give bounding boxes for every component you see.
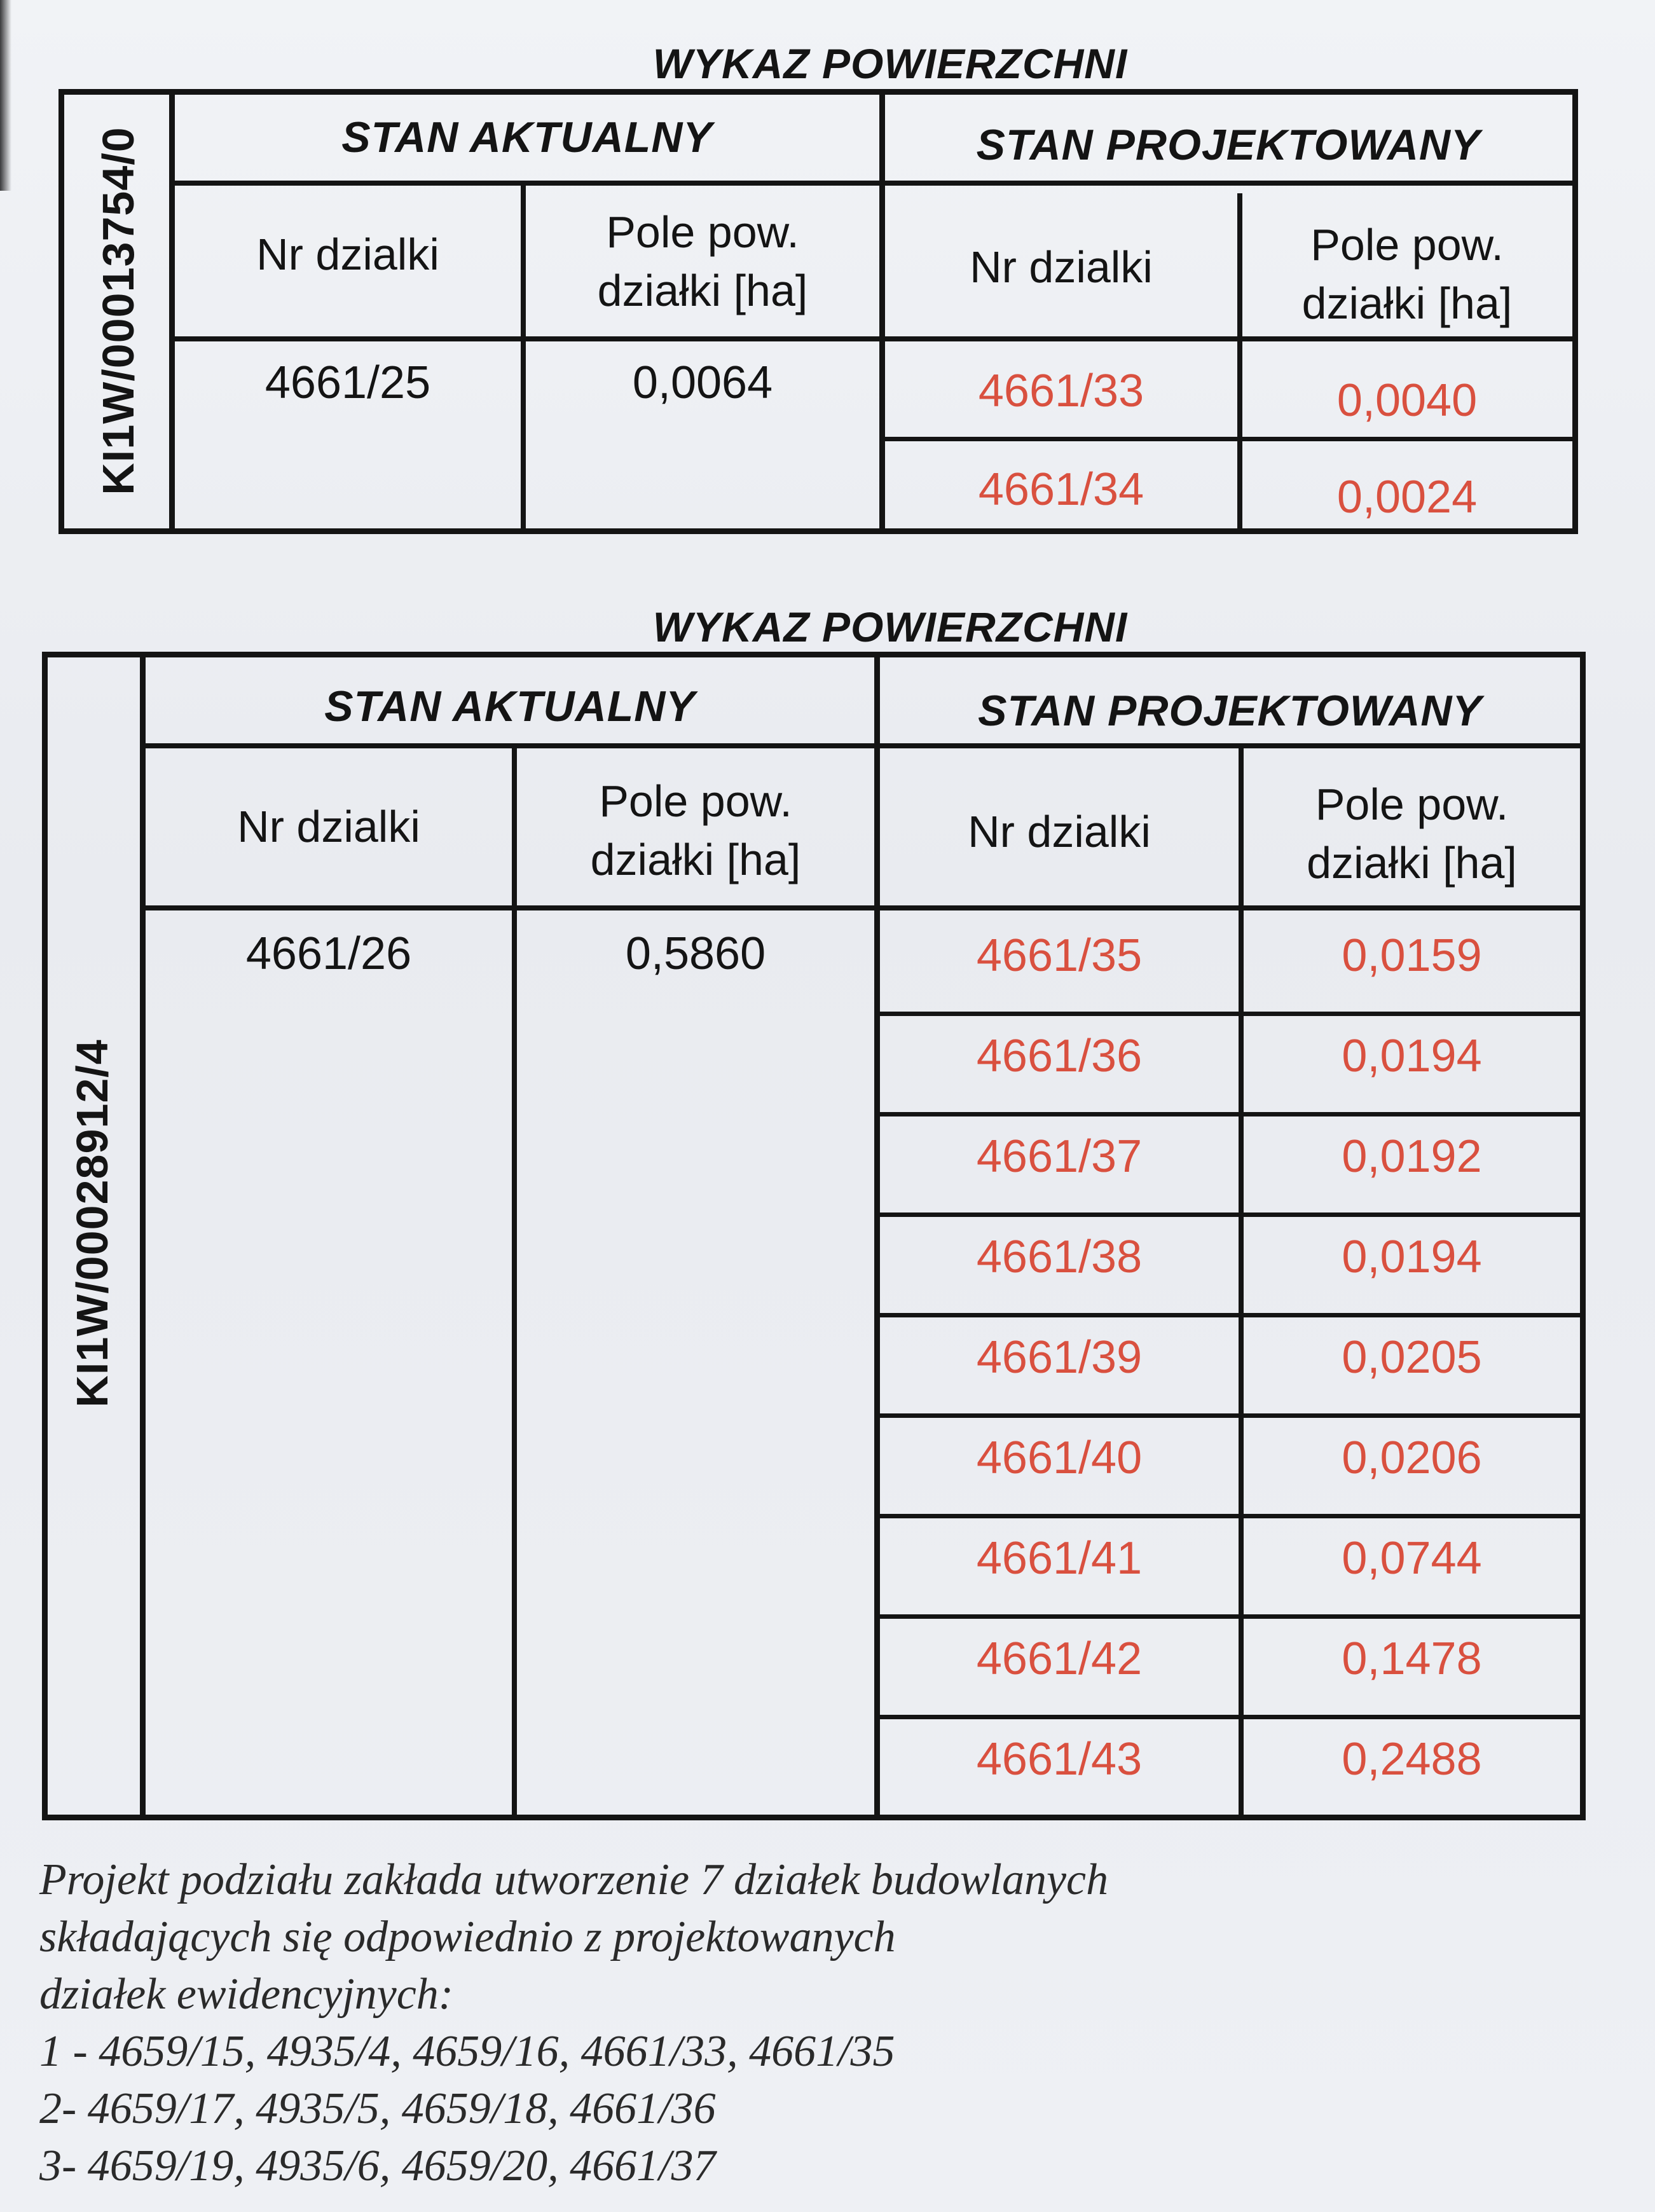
table2-header-line [140, 743, 1580, 748]
table2-projected-nr: 4661/37 [976, 1131, 1143, 1182]
table2-projected-area: 0,0744 [1342, 1533, 1482, 1584]
table1-side-divider [169, 95, 175, 528]
table2-projected-area: 0,0206 [1342, 1432, 1482, 1483]
table2-current-area-header [517, 772, 874, 889]
table1-projected-nr: 4661/33 [978, 366, 1144, 416]
subdivision-note [39, 1851, 1108, 2195]
table1-current-nr-header: Nr dzialki [256, 230, 439, 279]
table2-projected-area: 0,0194 [1342, 1232, 1482, 1282]
table1-current-divider [521, 181, 526, 528]
table2-title: WYKAZ POWIERZCHNI [652, 603, 1128, 650]
table2-projected-area: 0,0194 [1342, 1031, 1482, 1082]
area-header-line2: działki [ha] [1301, 278, 1513, 328]
table2-row-line [874, 1413, 1580, 1418]
area-header-line2: działki [ha] [1307, 838, 1517, 888]
table1-colhdr-line [169, 336, 1572, 341]
table1-title: WYKAZ POWIERZCHNI [652, 40, 1128, 87]
note-line: działek ewidencyjnych: [39, 1970, 454, 2019]
table2-projected-area-header [1244, 775, 1580, 892]
table2-row-line [874, 1614, 1580, 1619]
table1-row-line [879, 437, 1572, 441]
area-header-line1: Pole pow. [1310, 220, 1504, 270]
table1-projected-area-header [1242, 216, 1572, 333]
area-header-line2: działki [ha] [590, 835, 801, 884]
table2-projected-area: 0,2488 [1342, 1734, 1482, 1785]
table2-projected-area: 0,1478 [1342, 1633, 1482, 1684]
table2-projected-nr: 4661/43 [976, 1734, 1143, 1785]
table1-section-divider [879, 95, 885, 528]
table2-current-nr-header: Nr dzialki [237, 802, 420, 851]
paper-edge-shadow [0, 0, 11, 191]
table2-projected-nr: 4661/39 [976, 1332, 1143, 1383]
table1-current-header: STAN AKTUALNY [341, 113, 713, 161]
table1-projected-area: 0,0040 [1336, 375, 1478, 426]
table1-projected-nr-header: Nr dzialki [970, 242, 1153, 292]
table1-projected-divider [1237, 193, 1242, 528]
table2-side-divider [140, 657, 146, 1815]
table2-current-area: 0,5860 [625, 928, 766, 979]
table2-projected-nr-header: Nr dzialki [968, 807, 1151, 856]
table2-current-header: STAN AKTUALNY [324, 682, 696, 731]
area-header-line1: Pole pow. [1315, 780, 1509, 829]
note-line: 1 - 4659/15, 4935/4, 4659/16, 4661/33, 4661/35 [39, 2027, 895, 2076]
note-line: składających się odpowiednio z projektowanych [39, 1913, 896, 1961]
table2-projected-area: 0,0205 [1342, 1332, 1482, 1383]
table2-projected-area: 0,0192 [1342, 1131, 1482, 1182]
table1-projected-header: STAN PROJEKTOWANY [976, 121, 1481, 169]
table2-colhdr-line [140, 905, 1580, 910]
table2-projected-nr: 4661/36 [976, 1031, 1143, 1082]
note-line: 2- 4659/17, 4935/5, 4659/18, 4661/36 [39, 2084, 716, 2133]
note-line: Projekt podziału zakłada utworzenie 7 działek budowlanych [39, 1855, 1109, 1904]
table2-projected-area: 0,0159 [1342, 930, 1482, 981]
table2-current-nr: 4661/26 [245, 928, 412, 979]
table1-current-area: 0,0064 [632, 357, 773, 408]
table2-projected-header: STAN PROJEKTOWANY [978, 687, 1482, 735]
table2-projected-nr: 4661/40 [976, 1432, 1143, 1483]
table1-current-area-header [526, 203, 879, 320]
table2-row-line [874, 1212, 1580, 1217]
table2-side-label: KI1W/00028912/4 [67, 1039, 117, 1408]
table2-projected-nr: 4661/41 [976, 1533, 1143, 1584]
table2-projected-nr: 4661/38 [976, 1232, 1143, 1282]
table2-row-line [874, 1313, 1580, 1317]
table2-section-divider [874, 657, 880, 1815]
table2-row-line [874, 1012, 1580, 1016]
note-line: 3- 4659/19, 4935/6, 4659/20, 4661/37 [39, 2141, 716, 2190]
area-header-line2: działki [ha] [597, 266, 808, 315]
area-header-line1: Pole pow. [599, 776, 792, 826]
table2-projected-nr: 4661/42 [976, 1633, 1143, 1684]
table1-side-label: KI1W/00013754/0 [93, 127, 143, 495]
table1-header-line [169, 181, 1572, 186]
table2-row-line [874, 1112, 1580, 1116]
table1 [58, 89, 1578, 534]
table2-row-line [874, 1514, 1580, 1518]
table1-projected-nr: 4661/34 [978, 464, 1144, 515]
table2 [42, 652, 1586, 1820]
table2-row-line [874, 1715, 1580, 1719]
table2-projected-nr: 4661/35 [976, 930, 1143, 981]
table1-current-nr: 4661/25 [264, 357, 431, 408]
area-header-line1: Pole pow. [606, 207, 799, 257]
table1-projected-area: 0,0024 [1336, 472, 1478, 523]
